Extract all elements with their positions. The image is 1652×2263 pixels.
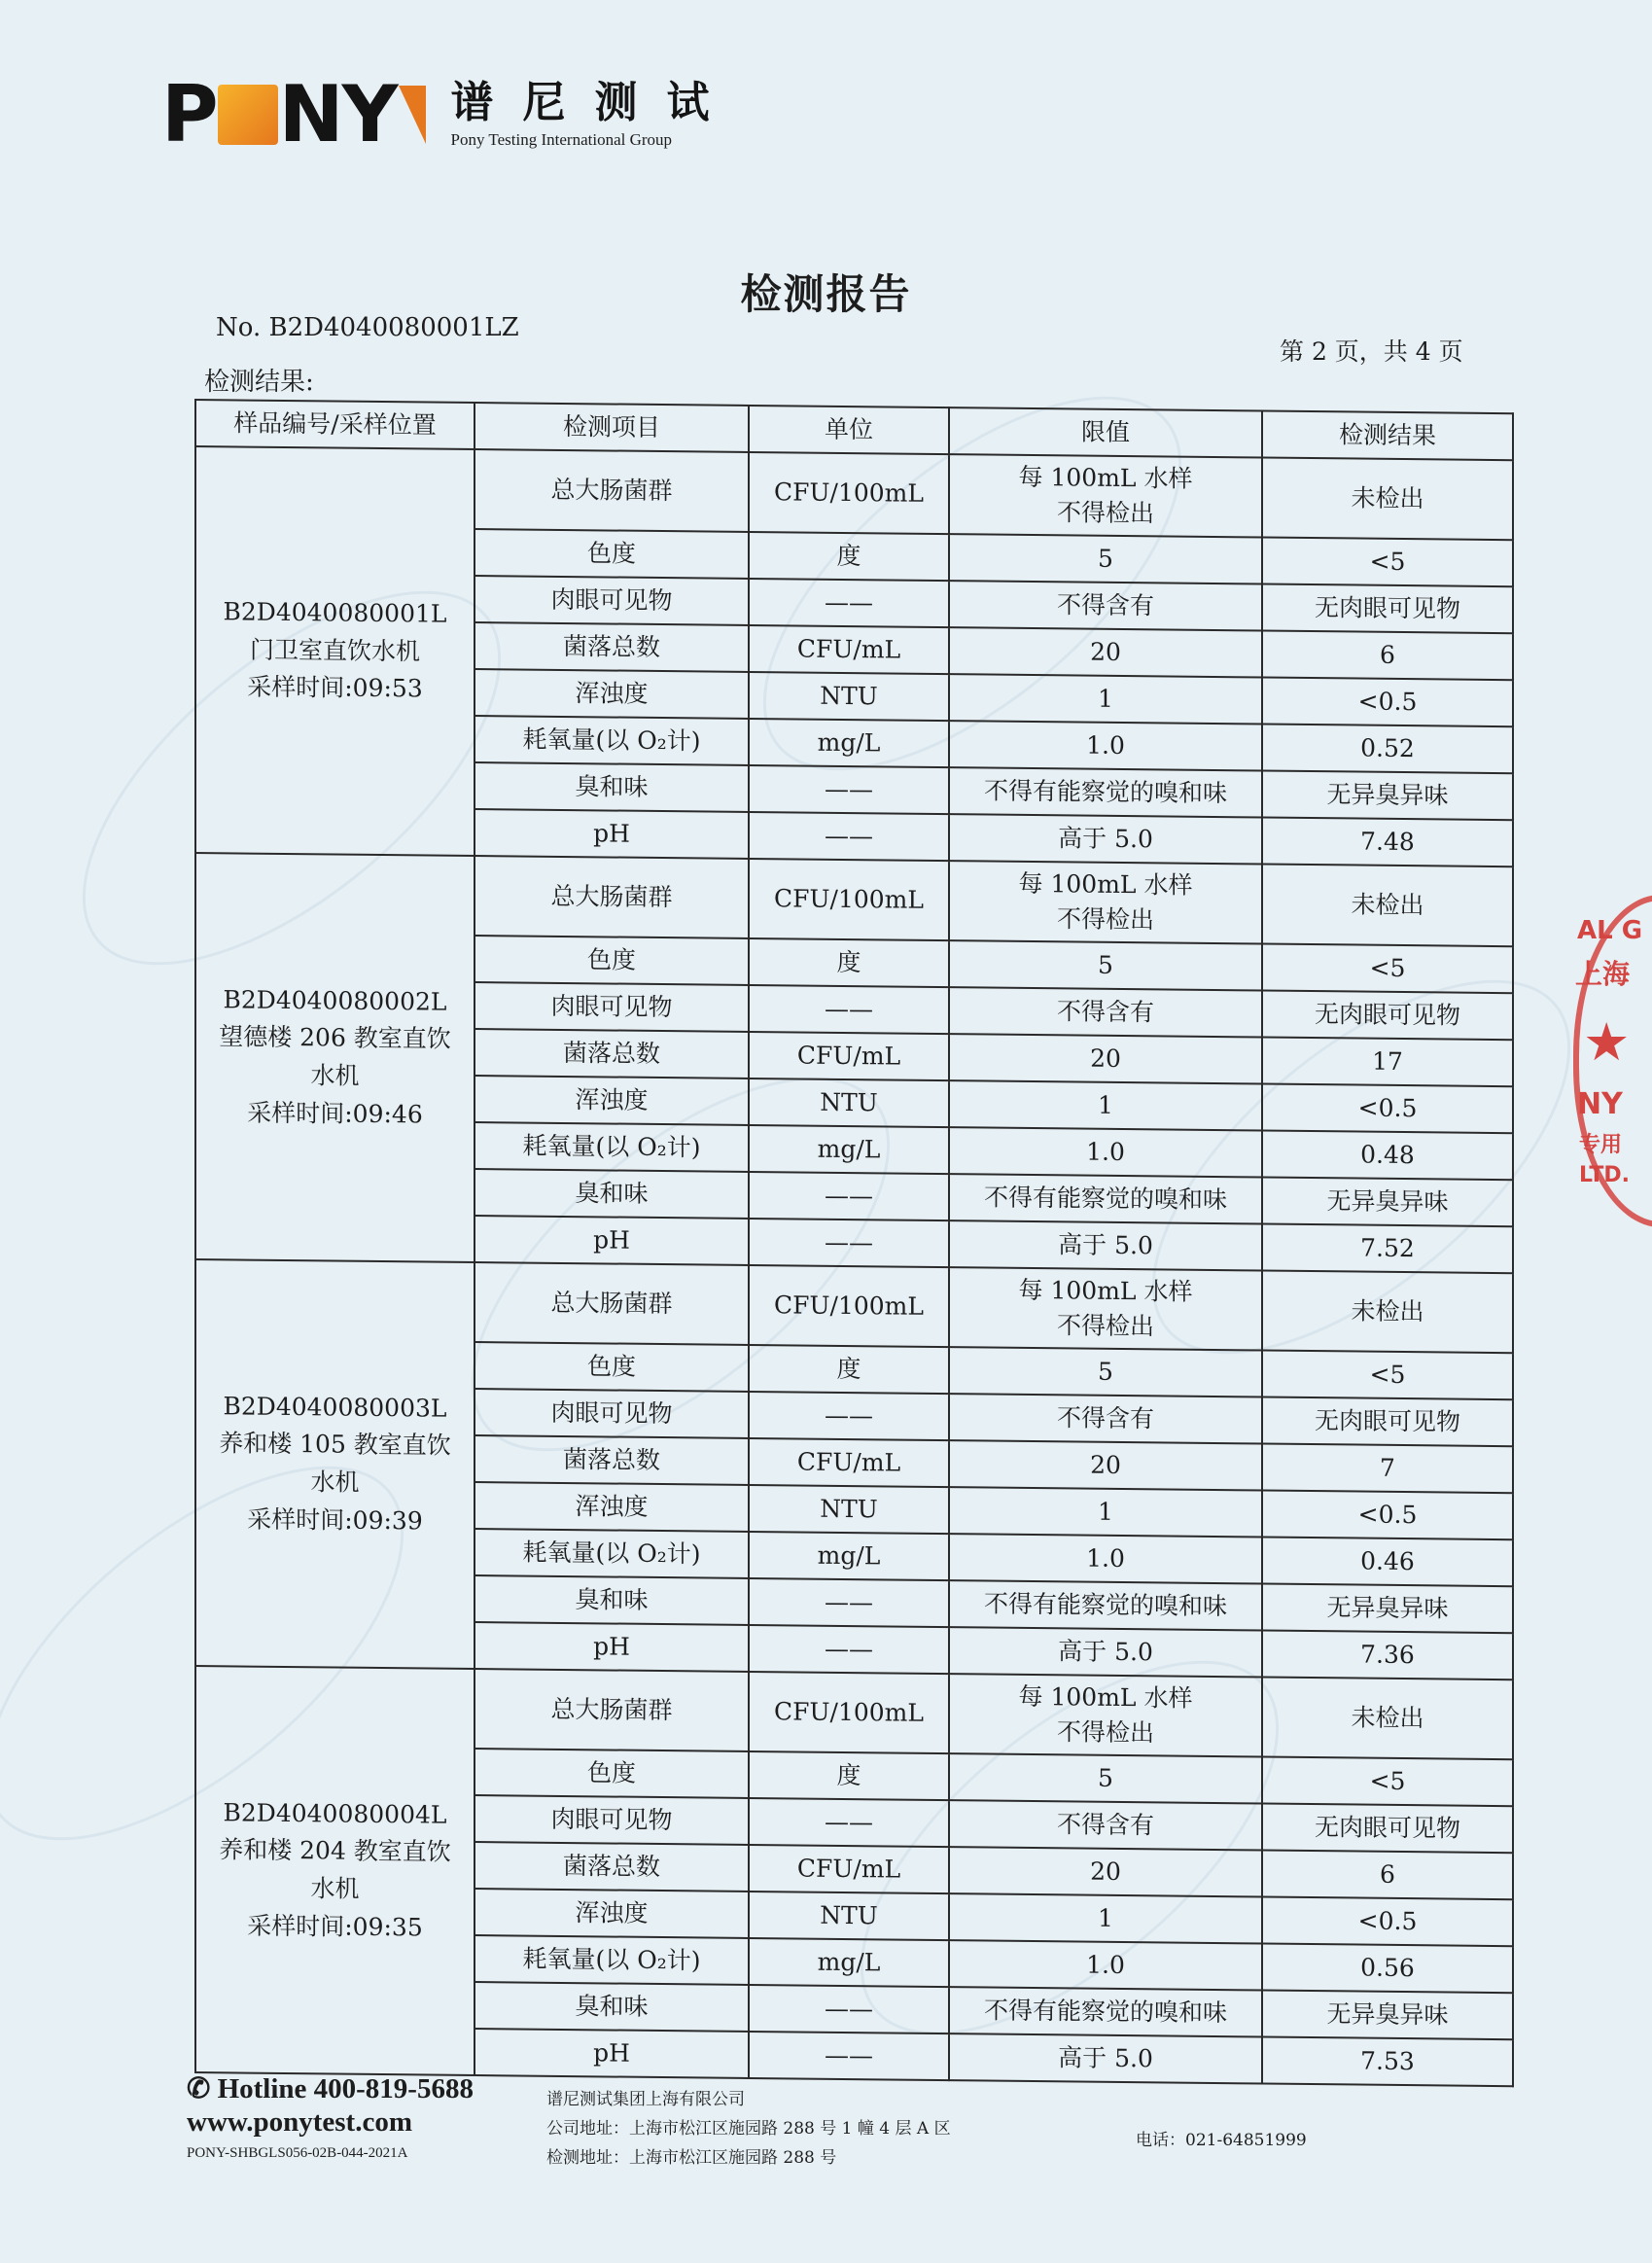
result-cell: <5 <box>1262 1350 1513 1399</box>
limit-line: 1.0 <box>1086 730 1125 760</box>
limit-line: 20 <box>1090 637 1121 666</box>
test-item-cell: 肉眼可见物 <box>475 1795 749 1845</box>
result-cell: 无肉眼可见物 <box>1262 583 1513 633</box>
limit-cell <box>949 581 1262 630</box>
logo-orange-slash <box>399 86 426 144</box>
test-item-cell: 浑浊度 <box>475 669 749 719</box>
unit-cell: NTU <box>749 1892 949 1940</box>
limit-line: 1.0 <box>1086 1137 1125 1166</box>
limit-cell <box>949 1487 1262 1537</box>
unit-cell: —— <box>749 765 949 814</box>
limit-cell <box>949 627 1262 677</box>
limit-line: 20 <box>1090 1856 1121 1886</box>
unit-cell: CFU/100mL <box>749 1265 949 1347</box>
result-cell: 17 <box>1262 1037 1513 1086</box>
limit-line: 5 <box>1098 1357 1113 1386</box>
limit-cell <box>949 1267 1262 1350</box>
sample-info-line: 采样时间:09:53 <box>247 672 423 703</box>
limit-line: 不得含有 <box>1056 590 1154 620</box>
limit-cell <box>949 1940 1262 1990</box>
sample-info-cell <box>195 1666 475 2075</box>
limit-cell <box>949 454 1262 537</box>
limit-line: 20 <box>1090 1043 1121 1073</box>
unit-cell: 度 <box>749 532 949 581</box>
report-title: 检测报告 <box>740 270 912 318</box>
limit-line: 不得检出 <box>1056 904 1154 935</box>
limit-line: 高于 5.0 <box>1058 824 1153 854</box>
sample-info-line: B2D4040080002L <box>223 984 447 1016</box>
limit-line: 每 100mL 水样 <box>1018 462 1193 493</box>
test-item-cell: 色度 <box>475 1749 749 1798</box>
stamp-text-1: AL G <box>1577 916 1643 945</box>
test-item-cell: 耗氧量(以 O₂计) <box>475 716 749 765</box>
sample-info-cell <box>195 1259 475 1669</box>
result-cell: 无异臭异味 <box>1262 1990 1513 2039</box>
result-cell: 无异臭异味 <box>1262 1583 1513 1633</box>
limit-line: 不得含有 <box>1056 1403 1154 1433</box>
test-item-cell: 肉眼可见物 <box>475 1389 749 1438</box>
hotline <box>187 2071 474 2105</box>
results-table <box>194 399 1514 2087</box>
website-link[interactable]: www.ponytest.com <box>187 2106 412 2138</box>
company-address: 公司地址：上海市松江区施园路 288 号 1 幢 4 层 A 区 <box>546 2119 951 2139</box>
unit-cell: —— <box>749 579 949 627</box>
sample-info-line: 采样时间:09:35 <box>247 1911 423 1942</box>
limit-line: 1 <box>1098 1903 1113 1932</box>
logo-chinese-name: 谱尼测试 <box>450 78 739 127</box>
sample-info-line: 养和楼 204 教室直饮 <box>219 1835 451 1867</box>
limit-cell <box>949 1440 1262 1490</box>
unit-cell: —— <box>749 1798 949 1847</box>
result-cell: <0.5 <box>1262 1083 1513 1133</box>
result-cell: <5 <box>1262 1756 1513 1806</box>
limit-line: 1 <box>1098 1497 1113 1526</box>
unit-cell: NTU <box>749 1078 949 1127</box>
phone-icon: ✆ <box>187 2073 211 2104</box>
unit-cell: NTU <box>749 672 949 721</box>
limit-cell <box>949 1847 1262 1896</box>
test-item-cell: 菌落总数 <box>475 1029 749 1078</box>
test-item-cell: 浑浊度 <box>475 1889 749 1938</box>
limit-line: 1.0 <box>1086 1950 1125 1979</box>
unit-cell: —— <box>749 812 949 861</box>
sample-info-line: 采样时间:09:39 <box>247 1504 423 1536</box>
header-cell-sample: 样品编号/采样位置 <box>195 400 475 449</box>
result-cell: <0.5 <box>1262 677 1513 726</box>
test-item-cell: 臭和味 <box>475 1169 749 1219</box>
company-phone: 电话：021-64851999 <box>1136 2131 1307 2150</box>
limit-cell <box>949 1347 1262 1397</box>
limit-cell <box>949 1394 1262 1443</box>
limit-cell <box>949 2033 1262 2083</box>
unit-cell: —— <box>749 1578 949 1627</box>
unit-cell: CFU/mL <box>749 625 949 674</box>
limit-line: 不得含有 <box>1056 997 1154 1027</box>
unit-cell: 度 <box>749 938 949 987</box>
logo-english-name: Pony Testing International Group <box>450 130 673 150</box>
sample-info-line: 采样时间:09:46 <box>247 1098 423 1129</box>
limit-cell <box>949 1080 1262 1130</box>
limit-cell <box>949 1753 1262 1803</box>
results-label: 检测结果: <box>204 368 314 397</box>
limit-line: 高于 5.0 <box>1058 2043 1153 2073</box>
result-cell: 无肉眼可见物 <box>1262 1397 1513 1446</box>
test-item-cell: 耗氧量(以 O₂计) <box>475 1529 749 1578</box>
sample-info-line: 门卫室直饮水机 <box>249 635 420 666</box>
result-cell: 无肉眼可见物 <box>1262 990 1513 1040</box>
test-address: 检测地址：上海市松江区施园路 288 号 <box>546 2148 837 2168</box>
result-cell: 6 <box>1262 1850 1513 1899</box>
limit-line: 不得含有 <box>1056 1810 1154 1840</box>
limit-cell <box>949 1627 1262 1677</box>
table-body <box>195 446 1513 2086</box>
limit-cell <box>949 1674 1262 1756</box>
unit-cell: —— <box>749 2032 949 2080</box>
limit-line: 不得有能察觉的嗅和味 <box>983 776 1227 807</box>
logo-wordmark: P NY <box>161 76 426 154</box>
result-cell: <0.5 <box>1262 1896 1513 1946</box>
unit-cell: CFU/mL <box>749 1438 949 1487</box>
result-cell: 0.52 <box>1262 724 1513 773</box>
table-row <box>195 1666 1513 1759</box>
unit-cell: NTU <box>749 1485 949 1534</box>
red-seal-stamp <box>1565 895 1652 1216</box>
unit-cell: —— <box>749 1219 949 1267</box>
limit-line: 1 <box>1098 1090 1113 1119</box>
unit-cell: CFU/100mL <box>749 1672 949 1753</box>
logo-orange-square <box>218 85 278 145</box>
limit-line: 每 100mL 水样 <box>1018 1275 1193 1306</box>
limit-cell <box>949 721 1262 770</box>
header-cell-unit: 单位 <box>749 406 949 454</box>
test-item-cell: 总大肠菌群 <box>475 449 749 532</box>
limit-line: 5 <box>1098 544 1113 573</box>
stamp-text-4: 专用 <box>1579 1133 1623 1157</box>
limit-line: 不得检出 <box>1056 1311 1154 1341</box>
test-item-cell: pH <box>475 1622 749 1672</box>
test-item-cell: 耗氧量(以 O₂计) <box>475 1935 749 1985</box>
page-indicator: 第 2 页，共 4 页 <box>1280 337 1463 366</box>
sample-info-line: B2D4040080001L <box>223 597 447 628</box>
sample-info-cell <box>195 446 475 856</box>
unit-cell: —— <box>749 1172 949 1220</box>
limit-line: 不得有能察觉的嗅和味 <box>983 1589 1227 1620</box>
limit-cell <box>949 1174 1262 1223</box>
unit-cell: —— <box>749 1625 949 1674</box>
test-item-cell: 菌落总数 <box>475 622 749 672</box>
stamp-star-icon: ★ <box>1583 1011 1631 1073</box>
company-logo <box>161 69 739 159</box>
table-row <box>195 446 1513 540</box>
limit-cell <box>949 1220 1262 1270</box>
limit-cell <box>949 1893 1262 1943</box>
test-item-cell: 耗氧量(以 O₂计) <box>475 1122 749 1172</box>
test-item-cell: 肉眼可见物 <box>475 982 749 1032</box>
unit-cell: 度 <box>749 1345 949 1394</box>
hotline-text: Hotline 400-819-5688 <box>217 2073 474 2104</box>
test-item-cell: 总大肠菌群 <box>475 1669 749 1751</box>
test-item-cell: pH <box>475 2029 749 2078</box>
unit-cell: CFU/100mL <box>749 452 949 534</box>
unit-cell: —— <box>749 1392 949 1440</box>
result-cell: 0.48 <box>1262 1130 1513 1180</box>
result-cell: 未检出 <box>1262 457 1513 540</box>
result-cell: 无异臭异味 <box>1262 770 1513 820</box>
company-info <box>546 2085 951 2173</box>
limit-line: 不得有能察觉的嗅和味 <box>983 1996 1227 2027</box>
limit-cell <box>949 1034 1262 1083</box>
stamp-text-3: NY <box>1577 1087 1623 1121</box>
limit-cell <box>949 940 1262 990</box>
limit-cell <box>949 1987 1262 2036</box>
limit-cell <box>949 767 1262 817</box>
result-cell: 7.53 <box>1262 2036 1513 2086</box>
limit-line: 每 100mL 水样 <box>1018 868 1193 900</box>
result-cell: 0.46 <box>1262 1537 1513 1586</box>
sample-info-line: B2D4040080004L <box>223 1797 447 1829</box>
limit-line: 1.0 <box>1086 1543 1125 1573</box>
limit-line: 不得有能察觉的嗅和味 <box>983 1183 1227 1214</box>
limit-cell <box>949 987 1262 1037</box>
test-item-cell: 菌落总数 <box>475 1435 749 1485</box>
sample-info-line: 养和楼 105 教室直饮 <box>219 1429 451 1461</box>
limit-line: 20 <box>1090 1450 1121 1479</box>
limit-cell <box>949 861 1262 943</box>
limit-line: 1 <box>1098 684 1113 713</box>
unit-cell: CFU/mL <box>749 1845 949 1893</box>
test-item-cell: 浑浊度 <box>475 1076 749 1125</box>
result-cell: 7 <box>1262 1443 1513 1493</box>
sample-info-line: 望德楼 206 教室直饮 <box>219 1022 451 1054</box>
limit-cell <box>949 534 1262 583</box>
sample-info-line: 水机 <box>310 1467 360 1497</box>
result-cell: 无肉眼可见物 <box>1262 1803 1513 1853</box>
limit-cell <box>949 1534 1262 1583</box>
limit-line: 不得检出 <box>1056 498 1154 528</box>
test-item-cell: 臭和味 <box>475 1575 749 1625</box>
unit-cell: mg/L <box>749 1938 949 1987</box>
result-cell: <5 <box>1262 943 1513 993</box>
test-item-cell: pH <box>475 1216 749 1265</box>
unit-cell: mg/L <box>749 719 949 767</box>
test-item-cell: 浑浊度 <box>475 1482 749 1532</box>
result-cell: 无异臭异味 <box>1262 1177 1513 1226</box>
test-item-cell: 色度 <box>475 936 749 985</box>
limit-line: 高于 5.0 <box>1058 1637 1153 1667</box>
test-item-cell: 总大肠菌群 <box>475 856 749 938</box>
result-cell: 未检出 <box>1262 1270 1513 1353</box>
unit-cell: mg/L <box>749 1532 949 1580</box>
limit-cell <box>949 814 1262 864</box>
sample-info-line: 水机 <box>310 1874 360 1903</box>
test-item-cell: 臭和味 <box>475 1982 749 2032</box>
result-cell: 0.56 <box>1262 1943 1513 1993</box>
limit-cell <box>949 1127 1262 1177</box>
limit-line: 5 <box>1098 950 1113 979</box>
sample-info-cell <box>195 853 475 1262</box>
result-cell: 7.36 <box>1262 1630 1513 1680</box>
company-name: 谱尼测试集团上海有限公司 <box>546 2090 745 2109</box>
sample-info-line: B2D4040080003L <box>223 1391 447 1423</box>
test-item-cell: 菌落总数 <box>475 1842 749 1892</box>
limit-line: 高于 5.0 <box>1058 1230 1153 1260</box>
test-item-cell: 肉眼可见物 <box>475 576 749 625</box>
test-item-cell: 臭和味 <box>475 762 749 812</box>
result-cell: 7.48 <box>1262 817 1513 866</box>
header-cell-limit: 限值 <box>949 407 1262 457</box>
limit-line: 5 <box>1098 1763 1113 1792</box>
header-cell-item: 检测项目 <box>475 403 749 452</box>
table-row <box>195 1259 1513 1353</box>
report-number: No. B2D4040080001LZ <box>216 313 519 342</box>
sample-info-line: 水机 <box>310 1061 360 1090</box>
header-cell-result: 检测结果 <box>1262 410 1513 460</box>
table-row <box>195 853 1513 946</box>
result-cell: 6 <box>1262 630 1513 680</box>
stamp-text-2: 上海 <box>1575 958 1631 990</box>
result-cell: <5 <box>1262 537 1513 586</box>
test-item-cell: pH <box>475 809 749 859</box>
test-item-cell: 色度 <box>475 529 749 579</box>
limit-cell <box>949 674 1262 724</box>
stamp-text-5: LTD. <box>1579 1163 1631 1187</box>
unit-cell: CFU/100mL <box>749 859 949 940</box>
limit-line: 不得检出 <box>1056 1717 1154 1748</box>
result-cell: 7.52 <box>1262 1223 1513 1273</box>
unit-cell: 度 <box>749 1751 949 1800</box>
unit-cell: —— <box>749 1985 949 2033</box>
result-cell: 未检出 <box>1262 864 1513 946</box>
result-cell: <0.5 <box>1262 1490 1513 1539</box>
unit-cell: mg/L <box>749 1125 949 1174</box>
form-number: PONY-SHBGLS056-02B-044-2021A <box>187 2145 408 2161</box>
limit-cell <box>949 1800 1262 1850</box>
test-item-cell: 总大肠菌群 <box>475 1262 749 1345</box>
limit-cell <box>949 1580 1262 1630</box>
unit-cell: CFU/mL <box>749 1032 949 1080</box>
limit-line: 每 100mL 水样 <box>1018 1681 1193 1713</box>
test-item-cell: 色度 <box>475 1342 749 1392</box>
unit-cell: —— <box>749 985 949 1034</box>
result-cell: 未检出 <box>1262 1677 1513 1759</box>
